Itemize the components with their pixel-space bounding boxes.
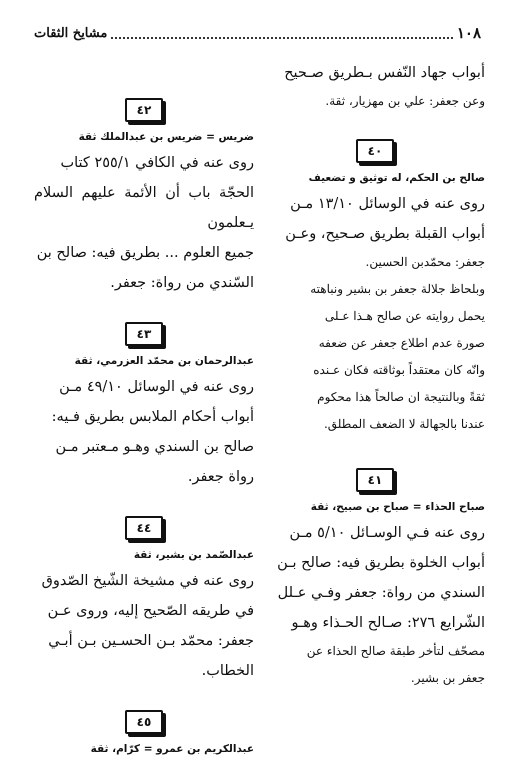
- entry-line: الشّرايع ٢٧٦: صـالح الحـذاء وهـو: [291, 615, 485, 631]
- entry-line: جميع العلوم ... بطريق فيه: صالح بن: [36, 245, 254, 261]
- entry-line: وبلحاظ جلالة جعفر بن بشير ونباهته: [310, 282, 485, 296]
- entry-40: [265, 131, 485, 438]
- entry-line: يحمل روايته عن صالح هـذا عـلى: [324, 309, 485, 323]
- entry-line: جعفر بن بشير.: [410, 671, 485, 685]
- entry-number-badge: ٤٢: [125, 98, 163, 122]
- running-title: مشايخ الثقات: [34, 25, 108, 41]
- entry-line: في طريقه الصّحيح إليه، وروى عـن: [47, 603, 254, 619]
- entry-line: أبواب الخلوة بطريق فيه: صالح بـن: [277, 555, 485, 571]
- entry-line: ثقةً وبالنتيجة ان صالحاً هذا محكوم: [317, 390, 485, 404]
- entry-heading: عبدالصّمد بن بشير، ثقة: [133, 549, 254, 561]
- page-number: ١٠٨: [456, 24, 481, 42]
- right-column: [265, 58, 485, 692]
- entry-line: صورة عدم اطلاع جعفر عن ضعفه: [318, 336, 485, 350]
- intro-line: وعن جعفر: علي بن مهزيار، ثقة.: [325, 94, 485, 108]
- entry-41: [265, 460, 485, 692]
- entry-line: السندي من رواة: جعفر وفـي عـلل: [277, 585, 485, 601]
- entry-number-badge: ٤٥: [125, 710, 163, 734]
- entry-heading: صالح بن الحكم، له توثيق و تضعيف: [308, 172, 485, 184]
- entry-line: جعفر: محمّد بـن الحسـين بـن أبـي: [48, 633, 254, 649]
- entry-line: جعفر: محمّدبن الحسين.: [365, 255, 485, 269]
- entry-number-badge: ٤١: [356, 468, 394, 492]
- entry-heading: عبدالرحمان بن محمّد العزرمي، ثقة: [74, 355, 254, 367]
- entry-line: الخطاب.: [201, 663, 254, 679]
- entry-line: أبواب أحكام الملابس بطريق فـيه:: [51, 409, 254, 425]
- left-column: [34, 90, 254, 760]
- entry-number-badge: ٤٠: [356, 139, 394, 163]
- entry-44: [34, 508, 254, 686]
- entry-line: أبواب القبلة بطريق صـحيح، وعـن: [285, 226, 485, 242]
- entry-number-badge: ٤٤: [125, 516, 163, 540]
- entry-number-badge: ٤٣: [125, 322, 163, 346]
- entry-43: [34, 314, 254, 492]
- entry-42: [34, 90, 254, 298]
- page-header: [34, 22, 481, 44]
- entry-line: رواة جعفر.: [187, 469, 254, 485]
- entry-line: السّندي من رواة: جعفر.: [110, 275, 254, 291]
- entry-line: مصحّف لتأخر طبقة صالح الحذاء عن: [306, 644, 485, 658]
- header-dotted-leader: [111, 27, 453, 39]
- entry-heading: صباح الحذاء = صباح بن صبيح، ثقة: [310, 501, 485, 513]
- entry-line: روى عنه فـي الوسـائل ٥/١٠ مـن: [289, 525, 485, 541]
- entry-heading: عبدالكريم بن عمرو = كرّام، ثقة: [90, 743, 254, 755]
- entry-line: صالح بن السندي وهـو مـعتبر مـن: [55, 439, 254, 455]
- entry-line: عندنا بالجهالة لا الضعف المطلق.: [323, 417, 485, 431]
- entry-line: الحجّة باب أن الأئمة عليهم السلام يـعلمون: [34, 185, 254, 231]
- entry-heading: ضريس = ضريس بن عبدالملك ثقة: [78, 131, 254, 143]
- intro-line: أبواب جهاد النّفس بـطريق صـحيح: [284, 65, 485, 81]
- entry-line: روى عنه في الوسائل ٤٩/١٠ مـن: [59, 379, 254, 395]
- entry-line: وانّه كان معتقداً بوثاقته فكان عـنده: [313, 363, 485, 377]
- entry-45: [34, 702, 254, 760]
- entry-line: روى عنه في الكافي ٢٥٥/١ كتاب: [60, 155, 254, 171]
- entry-line: روى عنه في مشيخة الشّيخ الصّدوق: [41, 573, 254, 589]
- entry-line: روى عنه في الوسائل ١٣/١٠ مـن: [290, 196, 485, 212]
